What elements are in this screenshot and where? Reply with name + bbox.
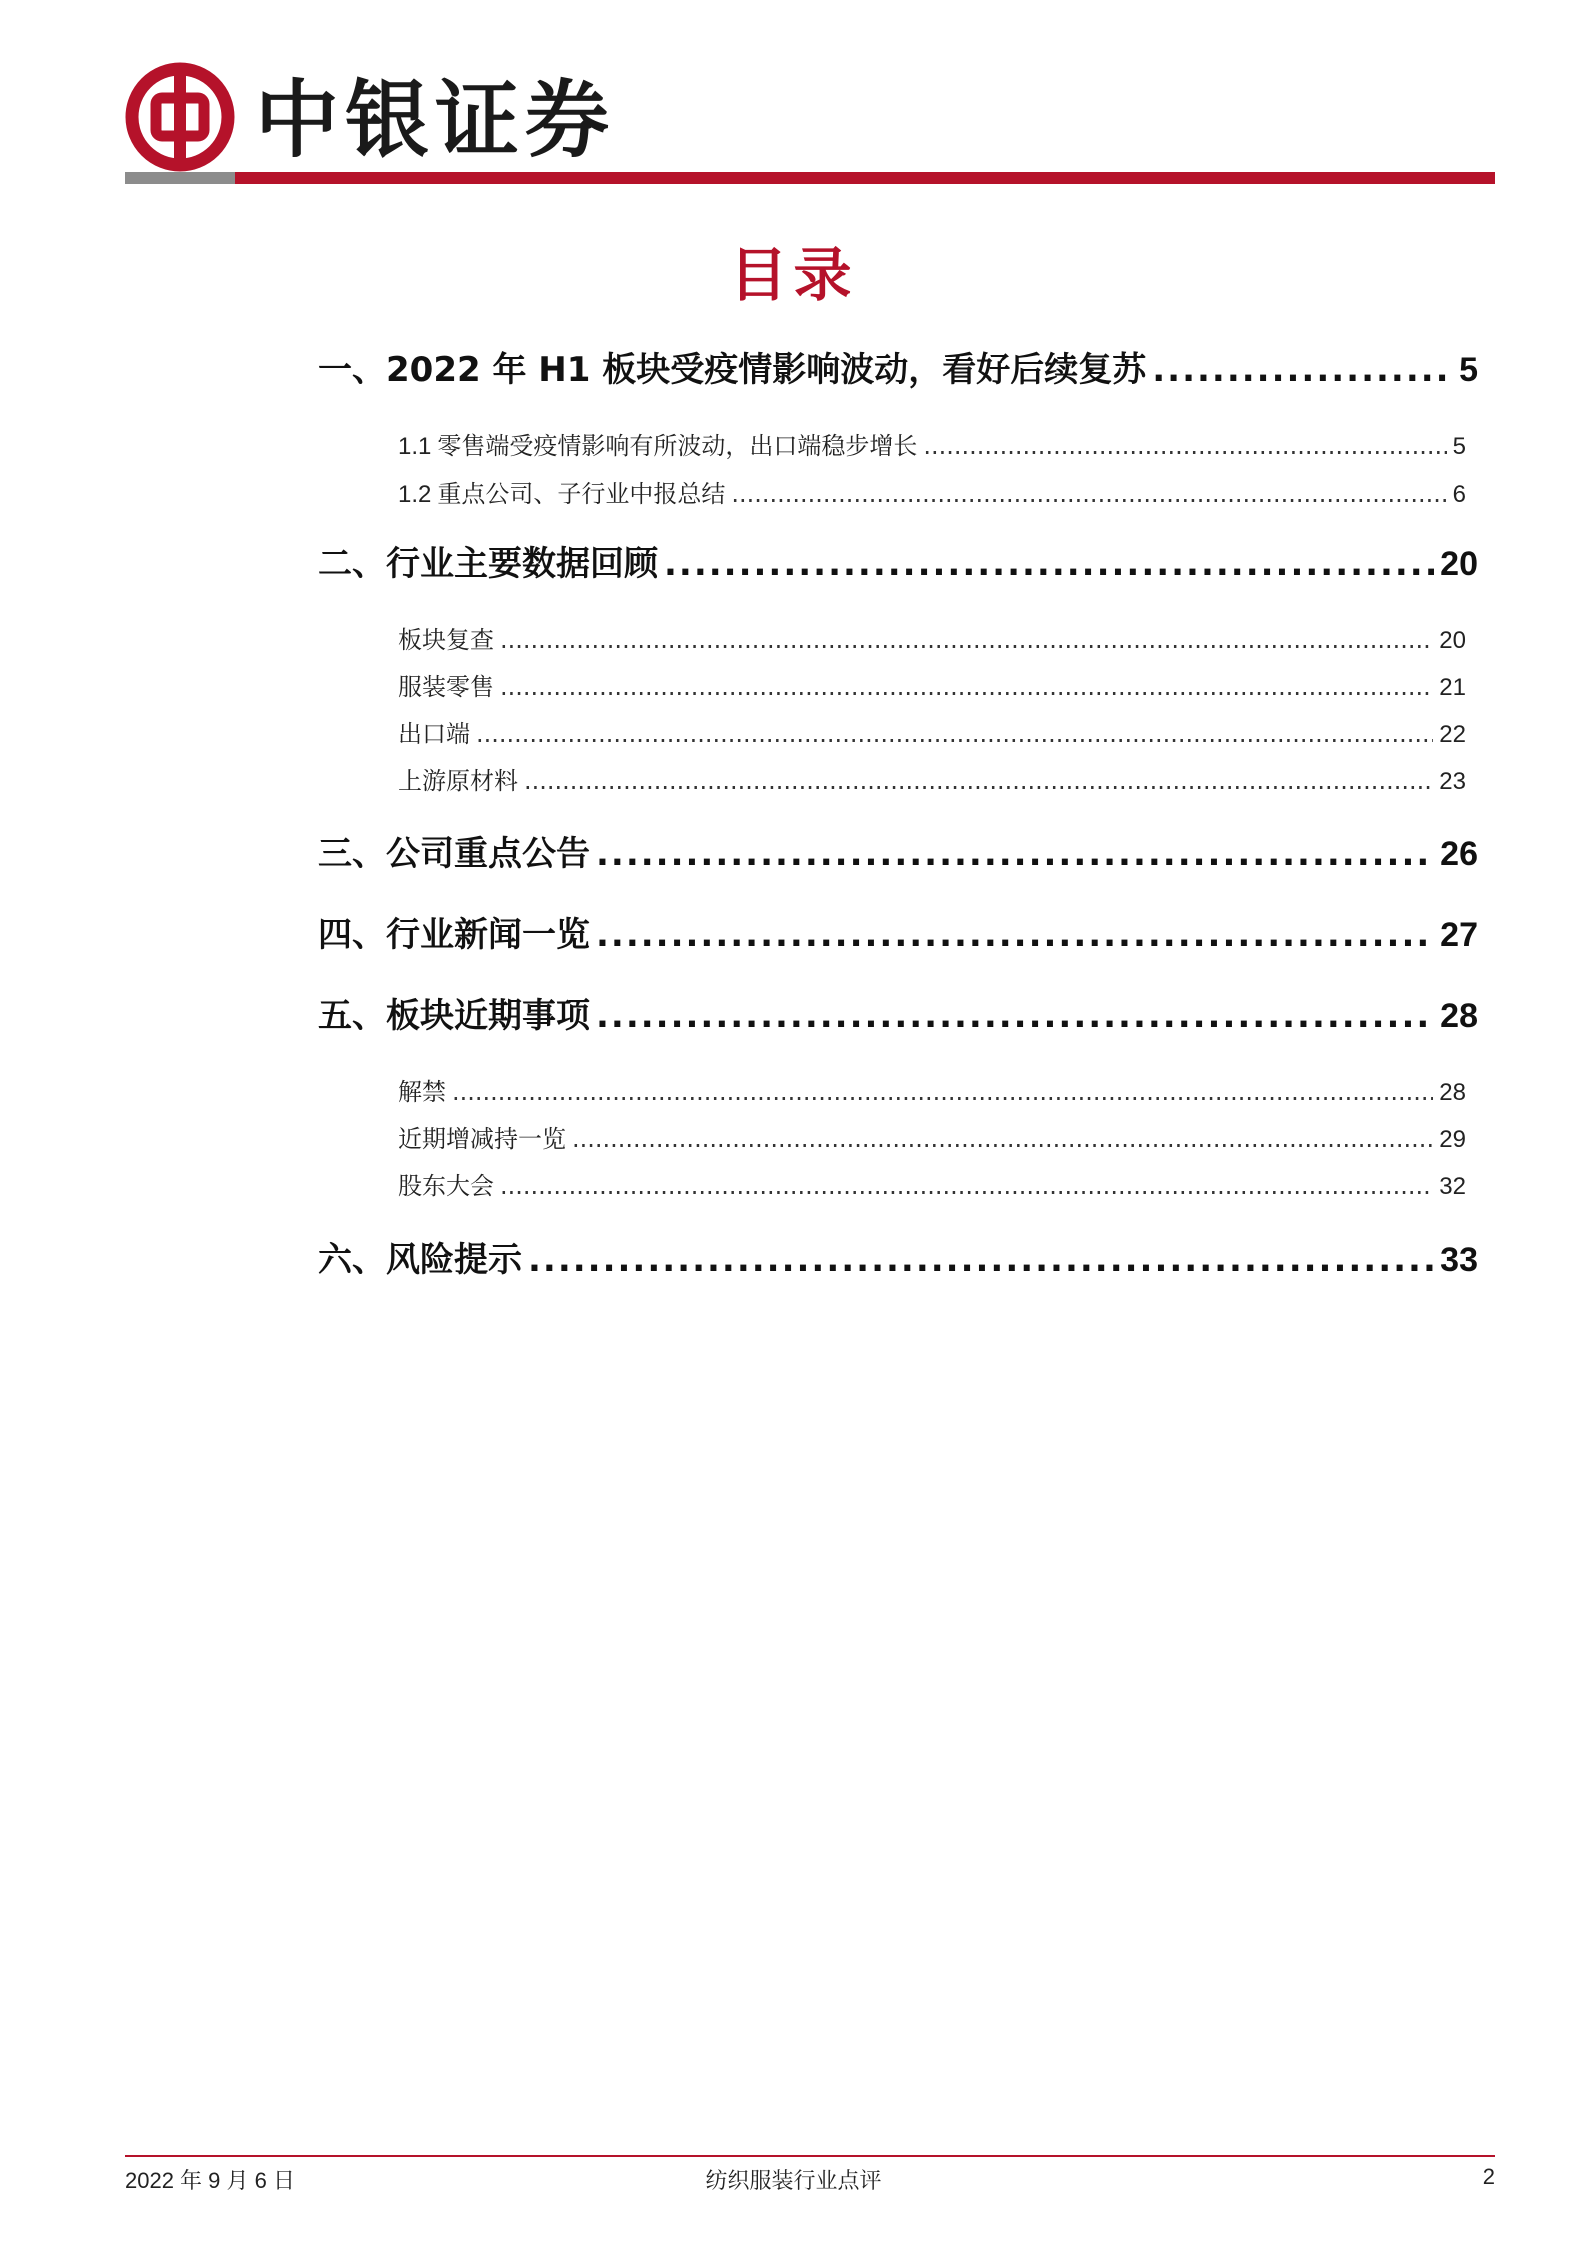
toc-page-number: 5 xyxy=(1459,351,1478,389)
toc-section-label: 风险提示 xyxy=(386,1240,522,1280)
toc-subitem-5-1[interactable] xyxy=(398,1072,1466,1107)
toc-section-label: 2022 年 H1 板块受疫情影响波动，看好后续复苏 xyxy=(386,350,1147,390)
toc-leader xyxy=(572,1125,1433,1153)
toc-subitem-label: 出口端 xyxy=(398,720,470,748)
toc-subitem-label: 股东大会 xyxy=(398,1172,494,1200)
report-header xyxy=(125,62,1495,172)
header-rule-grey xyxy=(125,172,235,184)
toc-page-number: 21 xyxy=(1439,674,1466,701)
bank-of-china-logo-icon xyxy=(125,62,235,172)
toc-page-number: 6 xyxy=(1452,481,1466,508)
toc-section-prefix: 六、 xyxy=(318,1240,386,1280)
toc-page-number: 27 xyxy=(1440,916,1478,954)
toc-subitem-1-2[interactable] xyxy=(398,474,1466,509)
toc-subitem-2-2[interactable] xyxy=(398,667,1466,702)
toc-section-4[interactable] xyxy=(318,907,1478,956)
toc-subitem-2-4[interactable] xyxy=(398,761,1466,796)
toc-leader xyxy=(452,1078,1433,1106)
toc-page-number: 23 xyxy=(1439,768,1466,795)
toc-subitem-label: 解禁 xyxy=(398,1078,446,1106)
toc-title: 目录 xyxy=(729,241,858,309)
toc-subitem-label: 重点公司、子行业中报总结 xyxy=(437,480,726,508)
toc-leader xyxy=(476,720,1433,748)
toc-leader xyxy=(731,480,1446,508)
toc-section-3[interactable] xyxy=(318,826,1478,875)
toc-subitem-label: 板块复查 xyxy=(398,626,494,654)
toc-leader xyxy=(500,1172,1433,1200)
toc-subitem-5-2[interactable] xyxy=(398,1119,1466,1154)
toc-page-number: 33 xyxy=(1440,1241,1478,1279)
brand-name: 中银证券 xyxy=(255,70,616,169)
toc-page-number: 20 xyxy=(1440,545,1478,583)
toc-subitem-num: 1.1 xyxy=(398,433,432,460)
toc-leader xyxy=(528,1240,1434,1280)
toc-leader xyxy=(500,626,1433,654)
toc-section-prefix: 二、 xyxy=(318,544,386,584)
footer-rule xyxy=(125,2155,1495,2157)
toc-leader xyxy=(596,834,1434,874)
toc-page-number: 20 xyxy=(1439,627,1466,654)
toc-page-number: 26 xyxy=(1440,835,1478,873)
toc-page-number: 29 xyxy=(1439,1126,1466,1153)
toc-leader xyxy=(524,767,1433,795)
header-rule-red xyxy=(235,172,1495,184)
toc-subitem-1-1[interactable] xyxy=(398,426,1466,461)
toc-subitem-2-1[interactable] xyxy=(398,620,1466,655)
toc-leader xyxy=(664,544,1434,584)
toc-section-5[interactable] xyxy=(318,988,1478,1037)
toc-section-1[interactable] xyxy=(318,342,1478,391)
toc-subitem-label: 服装零售 xyxy=(398,673,494,701)
toc-leader xyxy=(923,432,1446,460)
toc-section-prefix: 五、 xyxy=(318,996,386,1036)
toc-section-2[interactable] xyxy=(318,536,1478,585)
toc-subitem-label: 零售端受疫情影响有所波动，出口端稳步增长 xyxy=(437,432,918,460)
toc-section-label: 行业主要数据回顾 xyxy=(386,544,658,584)
toc-section-label: 公司重点公告 xyxy=(386,834,590,874)
toc-leader xyxy=(596,996,1434,1036)
toc-section-prefix: 四、 xyxy=(318,915,386,955)
toc-section-6[interactable] xyxy=(318,1232,1478,1281)
toc-section-label: 板块近期事项 xyxy=(386,996,590,1036)
toc-leader xyxy=(500,673,1433,701)
toc-page-number: 32 xyxy=(1439,1173,1466,1200)
footer-date: 2022 年 9 月 6 日 xyxy=(125,2168,295,2193)
toc-leader xyxy=(596,915,1434,955)
toc-page-number: 28 xyxy=(1439,1079,1466,1106)
toc-subitem-label: 近期增减持一览 xyxy=(398,1125,566,1153)
toc-page-number: 22 xyxy=(1439,721,1466,748)
toc-leader xyxy=(1152,350,1453,390)
toc-section-prefix: 三、 xyxy=(318,834,386,874)
toc-page-number: 28 xyxy=(1440,997,1478,1035)
toc-section-label: 行业新闻一览 xyxy=(386,915,590,955)
footer-report-type: 纺织服装行业点评 xyxy=(705,2169,882,2194)
toc-subitem-2-3[interactable] xyxy=(398,714,1466,749)
toc-page-number: 5 xyxy=(1452,433,1466,460)
toc-section-prefix: 一、 xyxy=(318,350,386,390)
toc-subitem-5-3[interactable] xyxy=(398,1166,1466,1201)
footer-page-number: 2 xyxy=(1482,2164,1495,2189)
toc-subitem-num: 1.2 xyxy=(398,481,432,508)
toc-subitem-label: 上游原材料 xyxy=(398,767,518,795)
